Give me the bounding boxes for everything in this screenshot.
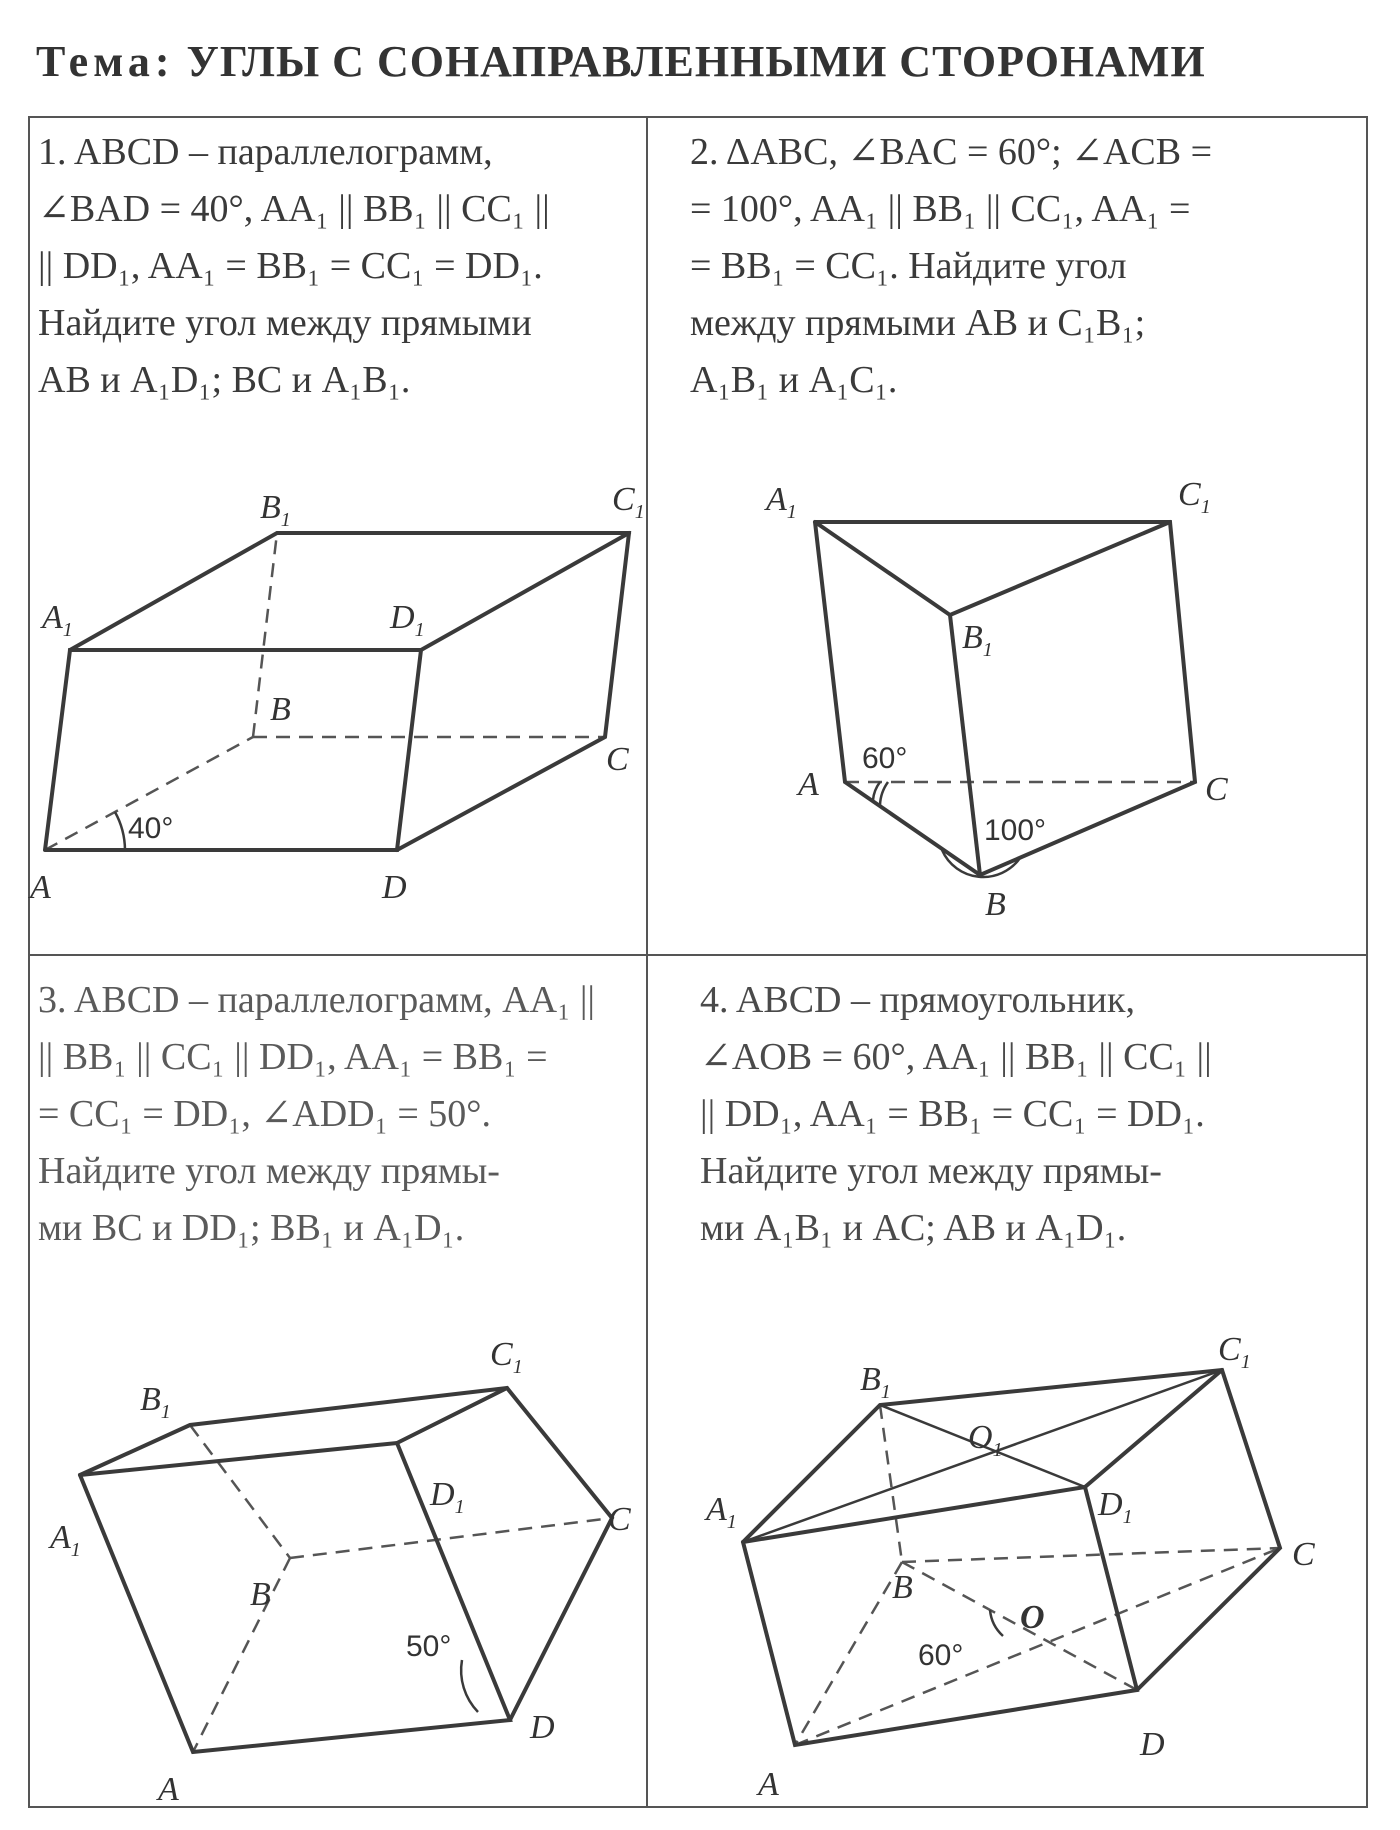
- problem-4-line-1: 4. ABCD – прямоугольник,: [700, 979, 1135, 1021]
- fig2-label-a: A: [798, 766, 819, 803]
- fig4-label-o1: $O_1$: [968, 1419, 1003, 1461]
- fig3-angle-label: 50°: [406, 1630, 452, 1663]
- problem-3-line-2: || BB₁ || CC₁ || DD₁, AA₁ = BB₁ =: [38, 1036, 548, 1078]
- fig3-label-d1: $D_1$: [430, 1476, 465, 1518]
- fig2-label-b1: $B_1$: [962, 619, 993, 661]
- fig2-label-a1: $A_1$: [766, 481, 797, 523]
- fig4-label-d: D: [1140, 1726, 1165, 1763]
- fig1-angle-label: 40°: [128, 812, 174, 845]
- problem-2-line-4: между прямыми AB и C₁B₁;: [690, 302, 1146, 344]
- problem-1-line-1: 1. ABCD – параллелограмм,: [38, 131, 493, 173]
- problem-2-line-3: = BB₁ = CC₁. Найдите угол: [690, 245, 1127, 287]
- fig2-top-edges: [815, 522, 1170, 615]
- fig3-label-a: A: [158, 1771, 179, 1808]
- fig2-angle-arc-a: [873, 782, 880, 800]
- fig2-angle-b-label: 100°: [984, 814, 1047, 847]
- fig3-edge-bc: [290, 1518, 612, 1558]
- fig3-edge-ba: [193, 1558, 290, 1752]
- fig2-label-c1: $C_1$: [1178, 476, 1211, 518]
- title-lead: Тема:: [36, 37, 175, 86]
- problem-2-line-2: = 100°, AA₁ || BB₁ || CC₁, AA₁ =: [690, 188, 1191, 230]
- title-text: УГЛЫ С СОНАПРАВЛЕННЫМИ СТОРОНАМИ: [186, 37, 1206, 86]
- fig4-front-face: [743, 1487, 1137, 1745]
- fig4-label-c1: $C_1$: [1218, 1331, 1251, 1373]
- problem-3-line-4: Найдите угол между прямы-: [38, 1150, 500, 1192]
- problem-4-line-2: ∠AOB = 60°, AA₁ || BB₁ || CC₁ ||: [700, 1036, 1212, 1078]
- problem-4-line-4: Найдите угол между прямы-: [700, 1150, 1162, 1192]
- fig1-label-c: C: [606, 741, 629, 778]
- problem-4-line-5: ми A₁B₁ и AC; AB и A₁D₁.: [700, 1207, 1127, 1249]
- fig1-label-a: A: [30, 869, 51, 906]
- problem-1-line-2: ∠BAD = 40°, AA₁ || BB₁ || CC₁ ||: [38, 188, 550, 230]
- problem-3-line-1: 3. ABCD – параллелограмм, AA₁ ||: [38, 979, 596, 1021]
- problem-4-line-3: || DD₁, AA₁ = BB₁ = CC₁ = DD₁.: [700, 1093, 1205, 1135]
- fig4-label-o: O: [1020, 1599, 1045, 1636]
- problem-2-line-1: 2. ΔABC, ∠BAC = 60°; ∠ACB =: [690, 131, 1213, 173]
- figure-4: [704, 1331, 1315, 1803]
- fig4-edge-ba: [795, 1562, 902, 1745]
- fig3-label-d: D: [530, 1709, 555, 1746]
- fig1-label-b: B: [270, 691, 291, 728]
- fig1-label-d: D: [382, 869, 407, 906]
- figure-1: [28, 481, 645, 906]
- fig4-label-a1: $A_1$: [706, 1491, 737, 1533]
- fig1-angle-arc: [115, 812, 125, 850]
- fig1-label-a1: $A_1$: [42, 599, 73, 641]
- fig4-edge-bc: [902, 1548, 1280, 1562]
- fig1-label-c1: $C_1$: [612, 481, 645, 523]
- fig2-angle-arc-a2: [880, 782, 888, 805]
- fig3-label-b1: $B_1$: [140, 1381, 171, 1423]
- fig1-front-face: [45, 650, 421, 850]
- fig3-label-c1: $C_1$: [490, 1336, 523, 1378]
- problem-3-line-3: = CC₁ = DD₁, ∠ADD₁ = 50°.: [38, 1093, 491, 1135]
- fig4-label-a: A: [758, 1766, 779, 1803]
- fig1-edge-d1c1: [421, 533, 629, 650]
- fig3-label-c: C: [608, 1501, 631, 1538]
- figure-3: [48, 1336, 631, 1808]
- fig3-angle-arc: [461, 1660, 478, 1712]
- fig4-angle-arc: [990, 1610, 1003, 1636]
- fig3-label-b: B: [250, 1576, 271, 1613]
- fig2-label-b: B: [985, 886, 1006, 923]
- fig4-edge-d1c1: [1085, 1370, 1222, 1487]
- figure-2: [764, 476, 1228, 923]
- problem-1-line-3: || DD₁, AA₁ = BB₁ = CC₁ = DD₁.: [38, 245, 543, 287]
- problem-2-line-5: A₁B₁ и A₁C₁.: [690, 359, 898, 401]
- fig2-label-c: C: [1205, 771, 1228, 808]
- fig4-label-b: B: [892, 1569, 913, 1606]
- fig4-label-d1: $D_1$: [1098, 1486, 1133, 1528]
- fig2-angle-a-label: 60°: [862, 742, 908, 775]
- fig4-edge-b1b: [880, 1405, 902, 1562]
- problem-1-line-5: AB и A₁D₁; BC и A₁B₁.: [38, 359, 411, 401]
- fig4-label-b1: $B_1$: [860, 1361, 891, 1403]
- fig4-angle-label: 60°: [918, 1639, 964, 1672]
- fig4-label-c: C: [1292, 1536, 1315, 1573]
- fig3-label-a1: $A_1$: [50, 1519, 81, 1561]
- fig1-label-d1: $D_1$: [390, 599, 425, 641]
- problem-3-line-5: ми BC и DD₁; BB₁ и A₁D₁.: [38, 1207, 465, 1249]
- problem-1-line-4: Найдите угол между прямыми: [38, 302, 532, 344]
- fig1-label-b1: $B_1$: [260, 489, 291, 531]
- fig4-diagonal-ac: [795, 1548, 1280, 1745]
- fig3-edge-b1b: [190, 1425, 290, 1558]
